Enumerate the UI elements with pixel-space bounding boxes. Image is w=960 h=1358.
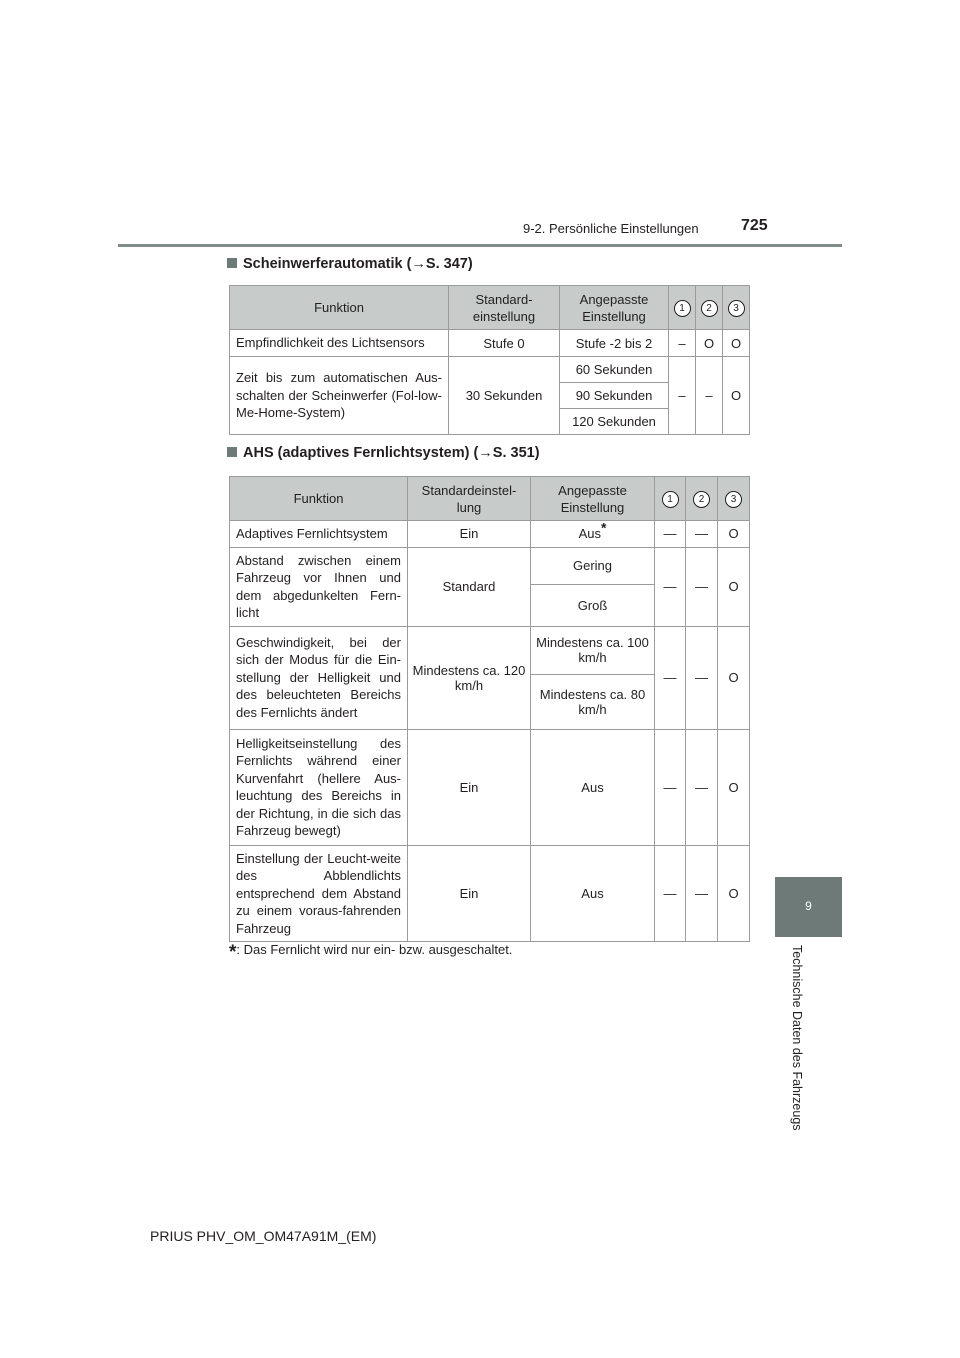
column-header [696,286,723,330]
document-footer: PRIUS PHV_OM_OM47A91M_(EM) [150,1228,377,1244]
option-cell: 120 Sekunden [560,409,669,435]
circled-number-3-icon: 3 [728,300,745,317]
table-row [230,330,750,357]
mode-3-cell: O [718,845,750,942]
footnote-text: : Das Fernlicht wird nur ein- bzw. ausgeschaltet. [236,942,513,957]
column-header: Funktion [230,477,408,521]
standard-cell: Stufe 0 [449,330,560,357]
column-header: Standard-einstellung [449,286,560,330]
circled-number-3-icon: 3 [725,491,742,508]
section-bullet-icon [227,258,237,268]
circled-number-2-icon: 2 [693,491,710,508]
circled-number-1-icon: 1 [674,300,691,317]
settings-table-scheinwerferautomatik [229,285,750,435]
column-header [718,477,750,521]
mode-1-cell: – [669,357,696,435]
mode-3-cell: O [718,729,750,845]
circled-number-1-icon: 1 [662,491,679,508]
page-number: 725 [741,217,768,234]
option-cell: Mindestens ca. 80 km/h [531,674,655,729]
chapter-title: 9-2. Persönliche Einstellungen [523,221,699,236]
column-header: Angepasste Einstellung [531,477,655,521]
mode-3-cell: O [723,357,750,435]
table-row [230,521,750,548]
column-header: Funktion [230,286,449,330]
section-title-ahs [227,445,540,461]
option-cell [531,521,655,548]
mode-1-cell: – [669,330,696,357]
funktion-cell: Helligkeitseinstellung des Fernlichts während einer Kurvenfahrt (hellere Aus-leuchtung des Bereichs in der Richtung, in die sich das Fahrzeug bewegt) [230,729,408,845]
mode-2-cell: – [696,357,723,435]
section-bullet-icon [227,447,237,457]
chapter-tab [775,877,842,937]
funktion-cell: Abstand zwischen einem Fahrzeug vor Ihnen und dem abgedunkelten Fern-licht [230,547,408,626]
chapter-side-label: Technische Daten des Fahrzeugs [790,945,804,1131]
header-divider [118,244,842,247]
funktion-cell: Adaptives Fernlichtsystem [230,521,408,548]
option-cell: Stufe -2 bis 2 [560,330,669,357]
circled-number-2-icon: 2 [701,300,718,317]
option-cell: Groß [531,584,655,626]
standard-cell: Ein [408,845,531,942]
footnote-marker: * [600,519,607,536]
funktion-cell: Empfindlichkeit des Lichtsensors [230,330,449,357]
mode-2-cell: O [696,330,723,357]
mode-2-cell: — [686,626,718,729]
column-header [669,286,696,330]
mode-3-cell: O [718,626,750,729]
table-row [230,845,750,942]
funktion-cell: Zeit bis zum automatischen Aus-schalten der Scheinwerfer (Fol-low-Me-Home-System) [230,357,449,435]
column-header: Angepasste Einstellung [560,286,669,330]
column-header [686,477,718,521]
option-cell: Mindestens ca. 100 km/h [531,626,655,674]
mode-2-cell: — [686,845,718,942]
mode-1-cell: — [655,521,686,548]
standard-cell: Mindestens ca. 120 km/h [408,626,531,729]
table-row [230,729,750,845]
footnote-asterisk: * [229,942,237,963]
option-cell: 90 Sekunden [560,383,669,409]
table-row [230,547,750,584]
mode-3-cell: O [723,330,750,357]
mode-1-cell: — [655,547,686,626]
settings-table-ahs [229,476,750,942]
standard-cell: Ein [408,521,531,548]
funktion-cell: Geschwindigkeit, bei der sich der Modus für die Ein-stellung der Helligkeit und des beleuchteten Bereichs des Fernlichts ändert [230,626,408,729]
column-header: Standardeinstel-lung [408,477,531,521]
option-cell: Aus [531,729,655,845]
option-cell: 60 Sekunden [560,357,669,383]
mode-2-cell: — [686,521,718,548]
mode-1-cell: — [655,626,686,729]
mode-1-cell: — [655,845,686,942]
standard-cell: Ein [408,729,531,845]
chapter-tab-number: 9 [805,899,812,913]
mode-3-cell: O [718,521,750,548]
mode-2-cell: — [686,547,718,626]
footnote [229,942,512,964]
column-header [723,286,750,330]
section-title-text: Scheinwerferautomatik (→S. 347) [243,256,473,272]
option-cell: Aus [531,845,655,942]
mode-1-cell: — [655,729,686,845]
standard-cell: 30 Sekunden [449,357,560,435]
section-title-text: AHS (adaptives Fernlichtsystem) (→S. 351) [243,445,540,461]
section-title-scheinwerferautomatik [227,256,473,272]
table-header-row [230,477,750,521]
standard-cell: Standard [408,547,531,626]
funktion-cell: Einstellung der Leucht-weite des Abblendlichts entsprechend dem Abstand zu einem voraus-fahrenden Fahrzeug [230,845,408,942]
table-row [230,626,750,674]
option-cell: Gering [531,547,655,584]
table-header-row [230,286,750,330]
table-row [230,357,750,383]
mode-2-cell: — [686,729,718,845]
column-header [655,477,686,521]
mode-3-cell: O [718,547,750,626]
option-text: Aus [578,526,601,542]
